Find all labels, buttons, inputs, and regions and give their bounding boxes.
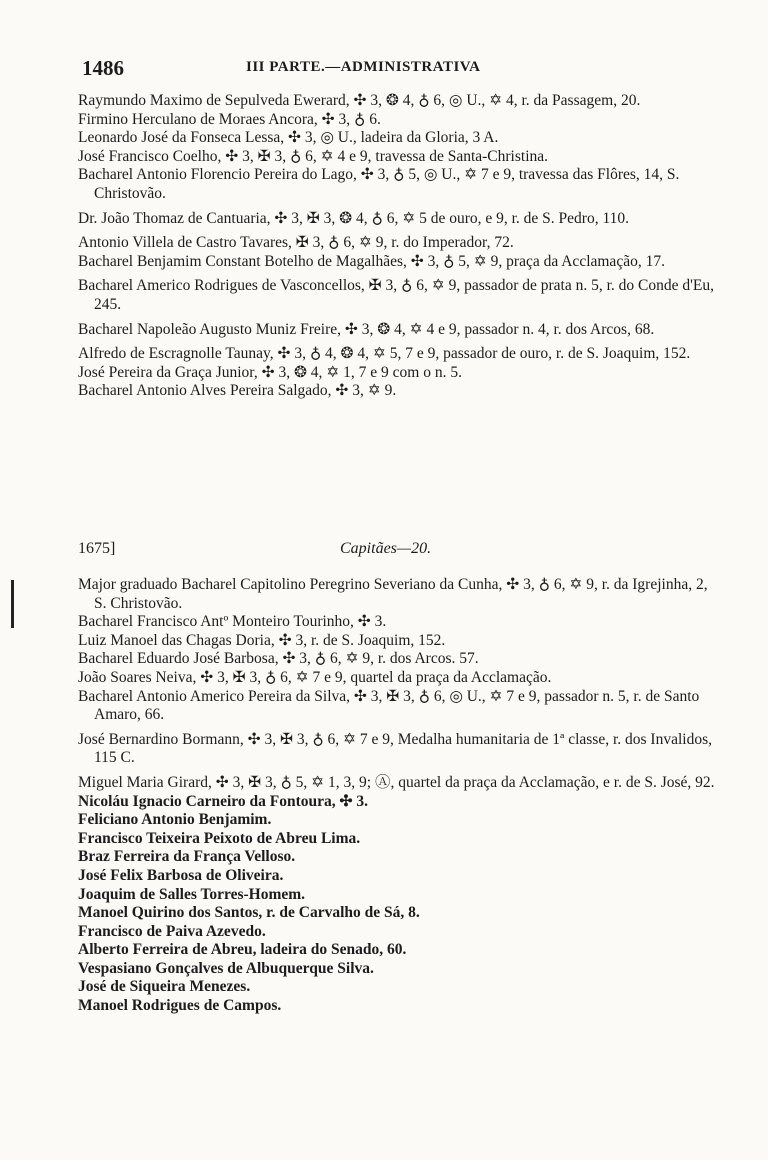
list-item: Firmino Herculano de Moraes Ancora, ✣ 3, ♁ 6.: [78, 110, 381, 128]
list-item: José Francisco Coelho, ✣ 3, ✠ 3, ♁ 6, ✡ 4 e 9, travessa de Santa-Christina.: [78, 147, 549, 165]
section-header: [78, 540, 718, 562]
list-item: Vespasiano Gonçalves de Albuquerque Silva.: [78, 959, 374, 977]
list-item: Feliciano Antonio Benjamim.: [78, 811, 272, 829]
list-item: Manoel Quirino dos Santos, r. de Carvalho de Sá, 8.: [78, 904, 420, 922]
list-item: Alberto Ferreira de Abreu, ladeira do Senado, 60.: [78, 941, 407, 959]
list-item: Bacharel Antonio Florencio Pereira do Lago, ✣ 3, ♁ 5, ◎ U., ✡ 7 e 9, travessa das Flôres, 14, S. Christovão.: [78, 166, 680, 202]
list-item: Bacharel Antonio Alves Pereira Salgado, ✣ 3, ✡ 9.: [78, 382, 397, 400]
list-item: José Bernardino Bormann, ✣ 3, ✠ 3, ♁ 6, ✡ 7 e 9, Medalha humanitaria de 1ª classe, r. dos Invalidos, 115 C.: [78, 730, 712, 767]
list-item: José de Siqueira Menezes.: [78, 978, 251, 996]
section-title: Capitães—20.: [340, 540, 432, 557]
list-item: Nicoláu Ignacio Carneiro da Fontoura, ✣ 3.: [78, 792, 368, 810]
list-item: José Pereira da Graça Junior, ✣ 3, ❂ 4, ✡ 1, 7 e 9 com o n. 5.: [78, 363, 462, 381]
list-item: Leonardo José da Fonseca Lessa, ✣ 3, ◎ U., ladeira da Gloria, 3 A.: [78, 129, 499, 147]
list-item: João Soares Neiva, ✣ 3, ✠ 3, ♁ 6, ✡ 7 e 9, quartel da praça da Acclamação.: [78, 668, 552, 686]
page-header: [0, 56, 768, 80]
margin-mark: [11, 580, 14, 628]
list-item: Bacharel Eduardo José Barbosa, ✣ 3, ♁ 6, ✡ 9, r. dos Arcos. 57.: [78, 650, 479, 668]
list-item: Dr. João Thomaz de Cantuaria, ✣ 3, ✠ 3, ❂ 4, ♁ 6, ✡ 5 de ouro, e 9, r. de S. Pedro, 110.: [78, 209, 630, 227]
list-item: José Felix Barbosa de Oliveira.: [78, 866, 284, 884]
list-item: Bacharel Francisco Antº Monteiro Tourinho, ✣ 3.: [78, 613, 387, 631]
list-item: Braz Ferreira da França Velloso.: [78, 848, 296, 866]
running-head: III PARTE.—ADMINISTRATIVA: [246, 59, 481, 75]
entries-top: [78, 92, 718, 401]
decree-number: 1675]: [78, 540, 116, 557]
list-item: Bacharel Napoleão Augusto Muniz Freire, ✣ 3, ❂ 4, ✡ 4 e 9, passador n. 4, r. dos Arcos, 68.: [78, 320, 655, 338]
list-item: Miguel Maria Girard, ✣ 3, ✠ 3, ♁ 5, ✡ 1, 3, 9; Ⓐ, quartel da praça da Acclamação, e r. de S. José, 92.: [78, 773, 715, 791]
list-item: Bacharel Americo Rodrigues de Vasconcellos, ✠ 3, ♁ 6, ✡ 9, passador de prata n. 5, r. do Conde d'Eu, 245.: [78, 277, 714, 313]
list-item: Bacharel Benjamim Constant Botelho de Magalhães, ✣ 3, ♁ 5, ✡ 9, praça da Acclamação, 17.: [78, 252, 665, 270]
entries-bottom: [78, 576, 718, 1016]
list-item: Antonio Villela de Castro Tavares, ✠ 3, ♁ 6, ✡ 9, r. do Imperador, 72.: [78, 234, 514, 252]
page-number: 1486: [82, 56, 124, 80]
list-item: Manoel Rodrigues de Campos.: [78, 997, 282, 1015]
list-item: Alfredo de Escragnolle Taunay, ✣ 3, ♁ 4, ❂ 4, ✡ 5, 7 e 9, passador de ouro, r. de S. Joaquim, 152.: [78, 345, 691, 363]
list-item: Raymundo Maximo de Sepulveda Ewerard, ✣ 3, ❂ 4, ♁ 6, ◎ U., ✡ 4, r. da Passagem, 20.: [78, 92, 641, 109]
list-item: Major graduado Bacharel Capitolino Peregrino Severiano da Cunha, ✣ 3, ♁ 6, ✡ 9, r. da Igrejinha, 2, S. Christovão.: [78, 576, 708, 612]
list-item: Bacharel Antonio Americo Pereira da Silva, ✣ 3, ✠ 3, ♁ 6, ◎ U., ✡ 7 e 9, passador n. 5, r. de Santo Amaro, 66.: [78, 687, 700, 724]
list-item: Joaquim de Salles Torres-Homem.: [78, 885, 306, 903]
list-item: Francisco Teixeira Peixoto de Abreu Lima.: [78, 829, 361, 847]
list-item: Francisco de Paiva Azevedo.: [78, 922, 266, 940]
list-item: Luiz Manoel das Chagas Doria, ✣ 3, r. de S. Joaquim, 152.: [78, 631, 446, 649]
